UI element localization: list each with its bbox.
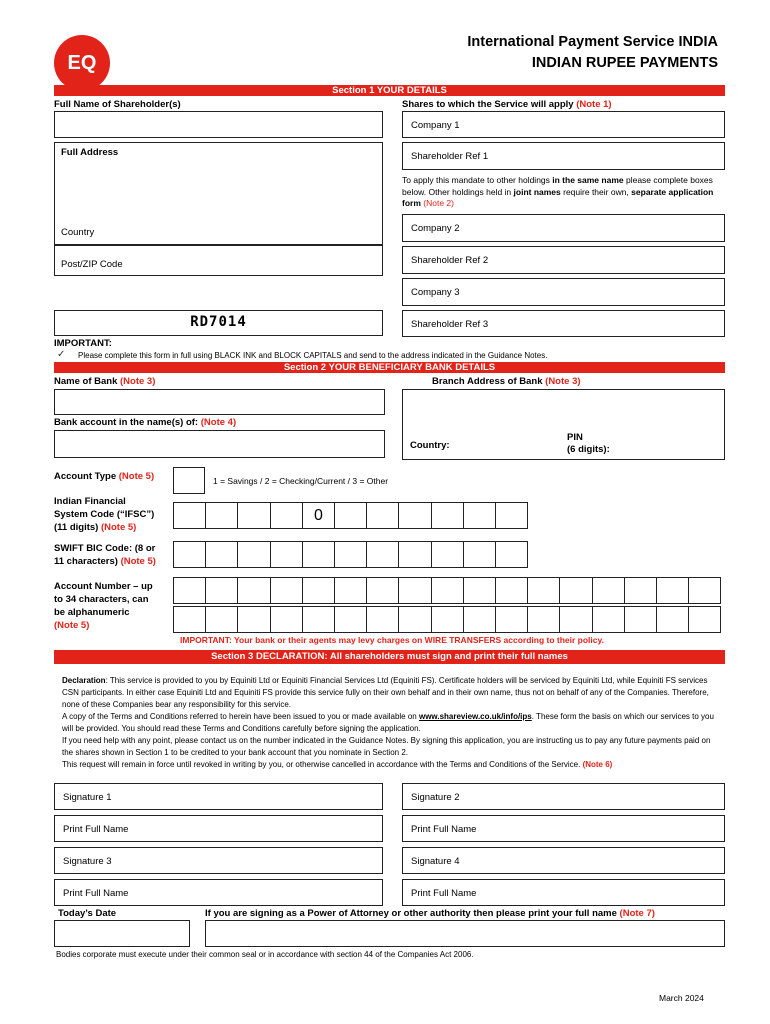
form-code-box (54, 310, 383, 336)
bank-account-names-field[interactable] (54, 430, 385, 458)
account-number-cell[interactable] (527, 606, 560, 633)
branch-address-label: Branch Address of Bank (Note 3) (432, 376, 581, 387)
account-number-cell[interactable] (334, 577, 367, 604)
swift-cell[interactable] (173, 541, 206, 568)
account-number-cell[interactable] (688, 577, 721, 604)
full-address-label: Full Address (61, 147, 119, 158)
account-number-cell[interactable] (173, 577, 206, 604)
ifsc-cell[interactable] (495, 502, 528, 529)
account-number-cell[interactable] (592, 577, 625, 604)
equiniti-logo (54, 35, 110, 91)
account-number-cell[interactable] (688, 606, 721, 633)
poa-name-field[interactable] (205, 920, 725, 947)
company2-label: Company 2 (411, 223, 460, 234)
check-icon: ✓ (57, 349, 66, 360)
ifsc-cell[interactable]: 0 (302, 502, 335, 529)
signature4-label: Signature 4 (411, 856, 460, 867)
company1-label: Company 1 (411, 120, 460, 131)
important-label: IMPORTANT: (54, 338, 112, 349)
account-number-cell[interactable] (205, 577, 238, 604)
country-label: Country (61, 227, 95, 238)
signature1-field[interactable] (54, 783, 383, 810)
title-line-1: International Payment Service INDIA (467, 34, 718, 50)
print-name1-field[interactable] (54, 815, 383, 842)
account-number-cell[interactable] (624, 606, 657, 633)
account-number-cell[interactable] (559, 606, 592, 633)
account-number-cell[interactable] (592, 606, 625, 633)
bank-account-names-label: Bank account in the name(s) of: (Note 4) (54, 417, 237, 428)
account-number-cell[interactable] (366, 577, 399, 604)
signature2-field[interactable] (402, 783, 725, 810)
ifsc-cell[interactable] (463, 502, 496, 529)
declaration-text: Declaration: This service is provided to you by Equiniti Ltd or Equiniti Financial Services Ltd (Equiniti FS). Certificate holders will be serviced by Equiniti Ltd, while Equiniti FS services CSN participants. In either case Equiniti Ltd and Equiniti FS provide this service fully on their own behalf and in their own name, thus not on behalf of any of the Companies. Therefore, none of these Companies bear any responsibility for this service. A copy of the Terms and Conditions referred to herein have been issued to you or made available on www.shareview.co.uk/info/ips. These form the basis on which our services to you will be provided. You should read these Terms and Conditions carefully before signing the application. If you need help with any point, please contact us on the number indicated in the Guidance Notes. By signing this application, you are instructing us to pay any future payments paid on the shares shown in Section 1 to be credited to your bank account that you nominate in Section 2. This request will remain in force until revoked in writing by you, or otherwise cancelled in accordance with the Terms and Conditions of the Service. (Note 6) (62, 676, 714, 769)
swift-cell[interactable] (205, 541, 238, 568)
ifsc-cell[interactable] (398, 502, 431, 529)
account-number-cell[interactable] (431, 606, 464, 633)
print-name1-label: Print Full Name (63, 824, 129, 835)
print-name3-label: Print Full Name (63, 888, 129, 899)
ifsc-cell[interactable] (366, 502, 399, 529)
print-name2-field[interactable] (402, 815, 725, 842)
account-number-cell[interactable] (463, 606, 496, 633)
shareholder-ref2-field[interactable] (402, 246, 725, 274)
account-number-cell[interactable] (527, 577, 560, 604)
account-number-cell[interactable] (302, 606, 335, 633)
form-title (467, 32, 718, 74)
signature3-field[interactable] (54, 847, 383, 874)
form-date: March 2024 (659, 993, 704, 1003)
ifsc-cell[interactable] (237, 502, 270, 529)
swift-cell[interactable] (431, 541, 464, 568)
ifsc-cell[interactable] (334, 502, 367, 529)
account-type-options: 1 = Savings / 2 = Checking/Current / 3 = Other (213, 476, 389, 486)
full-name-field[interactable] (54, 111, 383, 138)
signature3-label: Signature 3 (63, 856, 112, 867)
account-number-cell[interactable] (495, 577, 528, 604)
signature4-field[interactable] (402, 847, 725, 874)
ifsc-label: Indian Financial System Code (“IFSC”) (11 digits) (Note 5) (54, 496, 155, 533)
swift-cell[interactable] (270, 541, 303, 568)
print-name2-label: Print Full Name (411, 824, 477, 835)
account-number-cell[interactable] (463, 577, 496, 604)
logo-text: EQ (67, 52, 97, 74)
account-type-label: Account Type (Note 5) (54, 471, 155, 482)
full-name-label: Full Name of Shareholder(s) (54, 99, 181, 110)
account-number-cell[interactable] (173, 606, 206, 633)
full-address-field[interactable] (54, 142, 383, 276)
company2-field[interactable] (402, 214, 725, 242)
section2-band: Section 2 YOUR BENEFICIARY BANK DETAILS (54, 362, 725, 373)
swift-cell[interactable] (366, 541, 399, 568)
bodies-corporate-note: Bodies corporate must execute under their common seal or in accordance with section 44 of the Companies Act 2006. (56, 950, 474, 959)
account-number-cell[interactable] (366, 606, 399, 633)
account-number-cell[interactable] (559, 577, 592, 604)
shares-label: Shares to which the Service will apply (Note 1) (402, 99, 612, 110)
print-name4-label: Print Full Name (411, 888, 477, 899)
account-number-cell[interactable] (205, 606, 238, 633)
company3-field[interactable] (402, 278, 725, 306)
shares-note: (Note 1) (576, 99, 612, 110)
shareview-link[interactable]: www.shareview.co.uk/info/ips (418, 712, 532, 721)
todays-date-label: Today’s Date (58, 908, 117, 919)
signature2-label: Signature 2 (411, 792, 460, 803)
form-code: RD7014 (190, 314, 247, 330)
shareholder-ref3-field[interactable] (402, 310, 725, 337)
swift-cell[interactable] (334, 541, 367, 568)
account-number-cell[interactable] (398, 606, 431, 633)
print-name4-field[interactable] (402, 879, 725, 906)
wire-warning: IMPORTANT: Your bank or their agents may levy charges on WIRE TRANSFERS according to their policy. (180, 635, 604, 645)
ifsc-cell[interactable] (270, 502, 303, 529)
account-number-label: Account Number – up to 34 characters, can be alphanumeric (Note 5) (54, 581, 153, 631)
swift-cell[interactable] (302, 541, 335, 568)
bank-name-label: Name of Bank (Note 3) (54, 376, 156, 387)
bank-name-field[interactable] (54, 389, 385, 415)
account-number-cell[interactable] (624, 577, 657, 604)
account-number-cell[interactable] (495, 606, 528, 633)
title-line-2: INDIAN RUPEE PAYMENTS (531, 55, 718, 71)
account-number-cell[interactable] (431, 577, 464, 604)
swift-cell[interactable] (237, 541, 270, 568)
section3-band: Section 3 DECLARATION: All shareholders must sign and print their full names (54, 650, 725, 664)
todays-date-field[interactable] (54, 920, 190, 947)
other-holdings-note: To apply this mandate to other holdings in the same name please complete boxes below. Other holdings held in joint names require their own, separate application form (Note 2) (402, 175, 714, 208)
branch-address-field[interactable] (402, 389, 725, 460)
account-number-cell[interactable] (398, 577, 431, 604)
ifsc-cell[interactable] (173, 502, 206, 529)
shareholder-ref1-label: Shareholder Ref 1 (411, 151, 489, 162)
account-number-cell[interactable] (302, 577, 335, 604)
account-number-cell[interactable] (270, 606, 303, 633)
swift-cell[interactable] (463, 541, 496, 568)
postzip-label: Post/ZIP Code (61, 259, 123, 270)
account-number-cell[interactable] (656, 577, 689, 604)
shareholder-ref3-label: Shareholder Ref 3 (411, 319, 489, 330)
ifsc-cell[interactable] (431, 502, 464, 529)
pin-label: PIN (6 digits): (567, 432, 610, 455)
ifsc-cell[interactable] (205, 502, 238, 529)
section1-band: Section 1 YOUR DETAILS (54, 85, 725, 96)
shareholder-ref1-field[interactable] (402, 142, 725, 170)
company1-field[interactable] (402, 111, 725, 138)
swift-cell[interactable] (495, 541, 528, 568)
account-number-cell[interactable] (656, 606, 689, 633)
company3-label: Company 3 (411, 287, 460, 298)
account-number-cell[interactable] (237, 606, 270, 633)
swift-cell[interactable] (398, 541, 431, 568)
account-number-cell[interactable] (270, 577, 303, 604)
signature1-label: Signature 1 (63, 792, 112, 803)
address-divider-1 (54, 244, 383, 246)
poa-label: If you are signing as a Power of Attorney or other authority then please print your full name (Note 7) (205, 908, 655, 919)
swift-label: SWIFT BIC Code: (8 or 11 characters) (Note 5) (54, 543, 156, 567)
account-number-cell[interactable] (237, 577, 270, 604)
account-number-cell[interactable] (334, 606, 367, 633)
shareholder-ref2-label: Shareholder Ref 2 (411, 255, 489, 266)
print-name3-field[interactable] (54, 879, 383, 906)
bank-country-label: Country: (410, 440, 450, 451)
account-type-field[interactable] (173, 467, 205, 494)
important-text: Please complete this form in full using BLACK INK and BLOCK CAPITALS and send to the address indicated in the Guidance Notes. (78, 351, 548, 360)
